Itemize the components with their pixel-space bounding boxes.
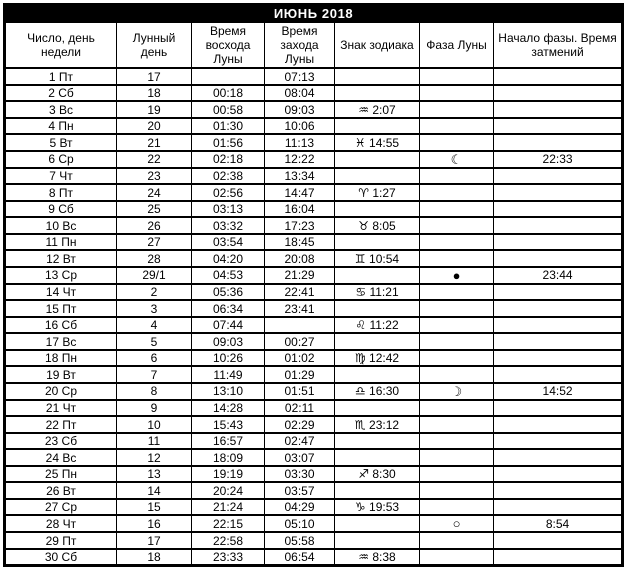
moonset-cell: 04:29	[265, 499, 335, 515]
table-row	[5, 168, 623, 184]
moon-phase-cell	[420, 433, 494, 449]
zodiac-cell: ♎ 16:30	[335, 383, 420, 400]
moonset-cell: 03:30	[265, 466, 335, 482]
moonset-cell: 12:22	[265, 151, 335, 168]
moon-phase-cell	[420, 168, 494, 184]
zodiac-cell: ♍ 12:42	[335, 350, 420, 366]
lunar-day-cell: 24	[117, 184, 192, 200]
zodiac-cell	[335, 118, 420, 134]
lunar-day-cell: 14	[117, 482, 192, 498]
moonset-cell: 05:10	[265, 515, 335, 532]
date-cell: 28 Чт	[5, 515, 117, 532]
moonset-cell: 09:03	[265, 101, 335, 117]
phase-start-cell	[494, 333, 623, 349]
table-row	[5, 350, 623, 366]
lunar-day-cell: 11	[117, 433, 192, 449]
zodiac-cell: ♒ 8:38	[335, 549, 420, 566]
moon-phase-cell	[420, 151, 494, 168]
moon-phase-cell	[420, 515, 494, 532]
date-cell: 21 Чт	[5, 400, 117, 416]
zodiac-cell: ♐ 8:30	[335, 466, 420, 482]
lunar-day-cell: 17	[117, 532, 192, 548]
moonset-cell: 02:47	[265, 433, 335, 449]
zodiac-cell	[335, 300, 420, 316]
aquarius-icon: ♒	[358, 549, 370, 564]
phase-start-cell	[494, 532, 623, 548]
moon-phase-cell	[420, 532, 494, 548]
moon-phase-cell	[420, 300, 494, 316]
phase-start-cell	[494, 85, 623, 101]
lunar-day-cell: 18	[117, 85, 192, 101]
moonrise-cell: 16:57	[192, 433, 265, 449]
table-row	[5, 317, 623, 333]
lunar-day-cell: 15	[117, 499, 192, 515]
last-quarter-moon-icon: ☾	[450, 151, 463, 167]
col-header-date: Число, день недели	[5, 23, 117, 69]
zodiac-cell	[335, 68, 420, 84]
moonrise-cell: 23:33	[192, 549, 265, 566]
moonset-cell: 00:27	[265, 333, 335, 349]
table-row	[5, 101, 623, 117]
table-row	[5, 151, 623, 168]
lunar-day-cell: 25	[117, 201, 192, 217]
table-row	[5, 449, 623, 465]
moonrise-cell: 22:58	[192, 532, 265, 548]
moonset-cell: 02:29	[265, 416, 335, 432]
table-row	[5, 300, 623, 316]
moonrise-cell: 22:15	[192, 515, 265, 532]
moonrise-cell: 14:28	[192, 400, 265, 416]
phase-start-cell	[494, 250, 623, 266]
lunar-calendar-table	[3, 3, 624, 567]
moonrise-cell: 19:19	[192, 466, 265, 482]
table-row	[5, 482, 623, 498]
zodiac-cell: ♌ 11:22	[335, 317, 420, 333]
phase-start-cell	[494, 300, 623, 316]
moon-phase-cell	[420, 201, 494, 217]
date-cell: 23 Сб	[5, 433, 117, 449]
pisces-icon: ♓	[354, 135, 366, 150]
moon-phase-cell	[420, 466, 494, 482]
col-header-moon-phase: Фаза Луны	[420, 23, 494, 69]
zodiac-cell: ♉ 8:05	[335, 217, 420, 233]
moonset-cell: 14:47	[265, 184, 335, 200]
moonrise-cell: 03:54	[192, 234, 265, 250]
date-cell: 25 Пн	[5, 466, 117, 482]
date-cell: 22 Пт	[5, 416, 117, 432]
phase-start-cell	[494, 449, 623, 465]
lunar-day-cell: 18	[117, 549, 192, 566]
moonrise-cell: 15:43	[192, 416, 265, 432]
phase-start-cell	[494, 416, 623, 432]
phase-start-cell: 22:33	[494, 151, 623, 168]
lunar-day-cell: 5	[117, 333, 192, 349]
lunar-day-cell: 9	[117, 400, 192, 416]
date-cell: 14 Чт	[5, 284, 117, 300]
moonset-cell: 01:29	[265, 366, 335, 382]
table-row	[5, 217, 623, 233]
zodiac-cell	[335, 400, 420, 416]
moonset-cell: 01:02	[265, 350, 335, 366]
moon-phase-cell	[420, 350, 494, 366]
lunar-day-cell: 29/1	[117, 267, 192, 284]
zodiac-cell: ♓ 14:55	[335, 134, 420, 150]
table-row	[5, 201, 623, 217]
date-cell: 20 Ср	[5, 383, 117, 400]
new-moon-icon: ●	[452, 267, 461, 283]
phase-start-cell: 8:54	[494, 515, 623, 532]
date-cell: 27 Ср	[5, 499, 117, 515]
moonrise-cell: 00:18	[192, 85, 265, 101]
moonset-cell: 01:51	[265, 383, 335, 400]
date-cell: 12 Вт	[5, 250, 117, 266]
aquarius-icon: ♒	[358, 102, 370, 117]
moonset-cell: 16:04	[265, 201, 335, 217]
table-row	[5, 416, 623, 432]
moonrise-cell: 03:32	[192, 217, 265, 233]
zodiac-cell	[335, 267, 420, 284]
table-row	[5, 134, 623, 150]
col-header-lunar-day: Лунный день	[117, 23, 192, 69]
moonset-cell: 05:58	[265, 532, 335, 548]
leo-icon: ♌	[355, 318, 367, 333]
table-row	[5, 515, 623, 532]
phase-start-cell	[494, 118, 623, 134]
lunar-day-cell: 13	[117, 466, 192, 482]
col-header-zodiac: Знак зодиака	[335, 23, 420, 69]
zodiac-cell	[335, 366, 420, 382]
phase-start-cell	[494, 466, 623, 482]
moonset-cell: 06:54	[265, 549, 335, 566]
moonset-cell: 18:45	[265, 234, 335, 250]
lunar-day-cell: 27	[117, 234, 192, 250]
lunar-day-cell: 21	[117, 134, 192, 150]
lunar-day-cell: 4	[117, 317, 192, 333]
date-cell: 26 Вт	[5, 482, 117, 498]
moonset-cell: 20:08	[265, 250, 335, 266]
moonset-cell: 21:29	[265, 267, 335, 284]
phase-start-cell	[494, 549, 623, 566]
date-cell: 11 Пн	[5, 234, 117, 250]
moon-phase-cell	[420, 499, 494, 515]
zodiac-cell	[335, 433, 420, 449]
zodiac-cell	[335, 333, 420, 349]
zodiac-cell	[335, 482, 420, 498]
phase-start-cell	[494, 68, 623, 84]
date-cell: 30 Сб	[5, 549, 117, 566]
lunar-day-cell: 7	[117, 366, 192, 382]
moonrise-cell: 01:56	[192, 134, 265, 150]
cancer-icon: ♋	[355, 285, 367, 300]
table-row	[5, 400, 623, 416]
moonrise-cell: 21:24	[192, 499, 265, 515]
calendar-title: ИЮНЬ 2018	[5, 5, 623, 23]
table-row	[5, 532, 623, 548]
date-cell: 5 Вт	[5, 134, 117, 150]
moonrise-cell: 10:26	[192, 350, 265, 366]
zodiac-cell: ♑ 19:53	[335, 499, 420, 515]
phase-start-cell	[494, 284, 623, 300]
date-cell: 10 Вс	[5, 217, 117, 233]
lunar-day-cell: 20	[117, 118, 192, 134]
zodiac-cell: ♒ 2:07	[335, 101, 420, 117]
table-row	[5, 366, 623, 382]
lunar-day-cell: 19	[117, 101, 192, 117]
first-quarter-moon-icon: ☽	[450, 383, 463, 399]
lunar-day-cell: 26	[117, 217, 192, 233]
gemini-icon: ♊	[354, 251, 366, 266]
moonrise-cell: 02:18	[192, 151, 265, 168]
moonrise-cell: 11:49	[192, 366, 265, 382]
scorpio-icon: ♏	[354, 417, 366, 432]
moonset-cell: 11:13	[265, 134, 335, 150]
lunar-day-cell: 10	[117, 416, 192, 432]
moonrise-cell: 00:58	[192, 101, 265, 117]
moonrise-cell: 02:38	[192, 168, 265, 184]
moonset-cell: 22:41	[265, 284, 335, 300]
phase-start-cell	[494, 201, 623, 217]
capricorn-icon: ♑	[354, 499, 366, 514]
phase-start-cell	[494, 217, 623, 233]
date-cell: 16 Сб	[5, 317, 117, 333]
moon-phase-cell	[420, 449, 494, 465]
table-row	[5, 333, 623, 349]
moon-phase-cell	[420, 234, 494, 250]
phase-start-cell	[494, 168, 623, 184]
zodiac-cell	[335, 168, 420, 184]
date-cell: 19 Вт	[5, 366, 117, 382]
date-cell: 18 Пн	[5, 350, 117, 366]
moonrise-cell: 13:10	[192, 383, 265, 400]
calendar-body	[5, 68, 623, 565]
moon-phase-cell	[420, 101, 494, 117]
phase-start-cell: 23:44	[494, 267, 623, 284]
col-header-moonrise: Время восхода Луны	[192, 23, 265, 69]
lunar-day-cell: 12	[117, 449, 192, 465]
table-row	[5, 234, 623, 250]
zodiac-cell: ♊ 10:54	[335, 250, 420, 266]
phase-start-cell	[494, 366, 623, 382]
date-cell: 7 Чт	[5, 168, 117, 184]
date-cell: 9 Сб	[5, 201, 117, 217]
col-header-moonset: Время захода Луны	[265, 23, 335, 69]
col-header-phase-start: Начало фазы. Время затмений	[494, 23, 623, 69]
moon-phase-cell	[420, 416, 494, 432]
date-cell: 3 Вс	[5, 101, 117, 117]
zodiac-cell	[335, 85, 420, 101]
moon-phase-cell	[420, 284, 494, 300]
table-row	[5, 250, 623, 266]
zodiac-cell: ♋ 11:21	[335, 284, 420, 300]
moonrise-cell: 09:03	[192, 333, 265, 349]
date-cell: 6 Ср	[5, 151, 117, 168]
moonrise-cell: 01:30	[192, 118, 265, 134]
date-cell: 17 Вс	[5, 333, 117, 349]
phase-start-cell	[494, 499, 623, 515]
moon-phase-cell	[420, 118, 494, 134]
moon-phase-cell	[420, 383, 494, 400]
table-row	[5, 184, 623, 200]
full-moon-icon: ○	[452, 516, 461, 532]
lunar-day-cell: 6	[117, 350, 192, 366]
moonset-cell: 10:06	[265, 118, 335, 134]
lunar-day-cell: 3	[117, 300, 192, 316]
table-row	[5, 383, 623, 400]
lunar-day-cell: 22	[117, 151, 192, 168]
lunar-day-cell: 16	[117, 515, 192, 532]
title-row	[5, 5, 623, 23]
date-cell: 4 Пн	[5, 118, 117, 134]
moon-phase-cell	[420, 250, 494, 266]
table-row	[5, 284, 623, 300]
date-cell: 13 Ср	[5, 267, 117, 284]
moonset-cell: 02:11	[265, 400, 335, 416]
moonset-cell	[265, 317, 335, 333]
zodiac-cell: ♈ 1:27	[335, 184, 420, 200]
moonset-cell: 08:04	[265, 85, 335, 101]
table-row	[5, 267, 623, 284]
moonrise-cell: 05:36	[192, 284, 265, 300]
lunar-day-cell: 17	[117, 68, 192, 84]
table-row	[5, 68, 623, 84]
moonrise-cell: 03:13	[192, 201, 265, 217]
phase-start-cell	[494, 400, 623, 416]
column-header-row	[5, 23, 623, 69]
table-row	[5, 466, 623, 482]
moonrise-cell: 04:20	[192, 250, 265, 266]
moonrise-cell: 04:53	[192, 267, 265, 284]
table-row	[5, 433, 623, 449]
lunar-day-cell: 2	[117, 284, 192, 300]
date-cell: 2 Сб	[5, 85, 117, 101]
table-row	[5, 499, 623, 515]
phase-start-cell	[494, 433, 623, 449]
date-cell: 1 Пт	[5, 68, 117, 84]
lunar-day-cell: 8	[117, 383, 192, 400]
moonset-cell: 03:07	[265, 449, 335, 465]
table-row	[5, 118, 623, 134]
taurus-icon: ♉	[358, 218, 370, 233]
moon-phase-cell	[420, 482, 494, 498]
table-row	[5, 85, 623, 101]
moonrise-cell: 06:34	[192, 300, 265, 316]
phase-start-cell	[494, 234, 623, 250]
zodiac-cell	[335, 201, 420, 217]
moon-phase-cell	[420, 85, 494, 101]
phase-start-cell	[494, 101, 623, 117]
moon-phase-cell	[420, 366, 494, 382]
phase-start-cell	[494, 134, 623, 150]
aries-icon: ♈	[358, 185, 370, 200]
phase-start-cell: 14:52	[494, 383, 623, 400]
moonset-cell: 07:13	[265, 68, 335, 84]
zodiac-cell	[335, 151, 420, 168]
moonrise-cell: 07:44	[192, 317, 265, 333]
moonrise-cell	[192, 68, 265, 84]
moonrise-cell: 20:24	[192, 482, 265, 498]
moonset-cell: 13:34	[265, 168, 335, 184]
zodiac-cell	[335, 449, 420, 465]
libra-icon: ♎	[354, 384, 366, 399]
moon-phase-cell	[420, 317, 494, 333]
phase-start-cell	[494, 184, 623, 200]
moonrise-cell: 18:09	[192, 449, 265, 465]
lunar-day-cell: 23	[117, 168, 192, 184]
virgo-icon: ♍	[354, 351, 366, 366]
date-cell: 15 Пт	[5, 300, 117, 316]
moon-phase-cell	[420, 134, 494, 150]
moon-phase-cell	[420, 217, 494, 233]
moonset-cell: 23:41	[265, 300, 335, 316]
zodiac-cell	[335, 532, 420, 548]
phase-start-cell	[494, 317, 623, 333]
phase-start-cell	[494, 350, 623, 366]
zodiac-cell	[335, 515, 420, 532]
moon-phase-cell	[420, 400, 494, 416]
date-cell: 8 Пт	[5, 184, 117, 200]
phase-start-cell	[494, 482, 623, 498]
table-row	[5, 549, 623, 566]
moon-phase-cell	[420, 333, 494, 349]
moon-phase-cell	[420, 549, 494, 566]
moon-phase-cell	[420, 184, 494, 200]
moon-phase-cell	[420, 267, 494, 284]
moonset-cell: 17:23	[265, 217, 335, 233]
moonrise-cell: 02:56	[192, 184, 265, 200]
date-cell: 29 Пт	[5, 532, 117, 548]
moonset-cell: 03:57	[265, 482, 335, 498]
date-cell: 24 Вс	[5, 449, 117, 465]
sagittarius-icon: ♐	[358, 467, 370, 482]
zodiac-cell: ♏ 23:12	[335, 416, 420, 432]
lunar-day-cell: 28	[117, 250, 192, 266]
moon-phase-cell	[420, 68, 494, 84]
zodiac-cell	[335, 234, 420, 250]
